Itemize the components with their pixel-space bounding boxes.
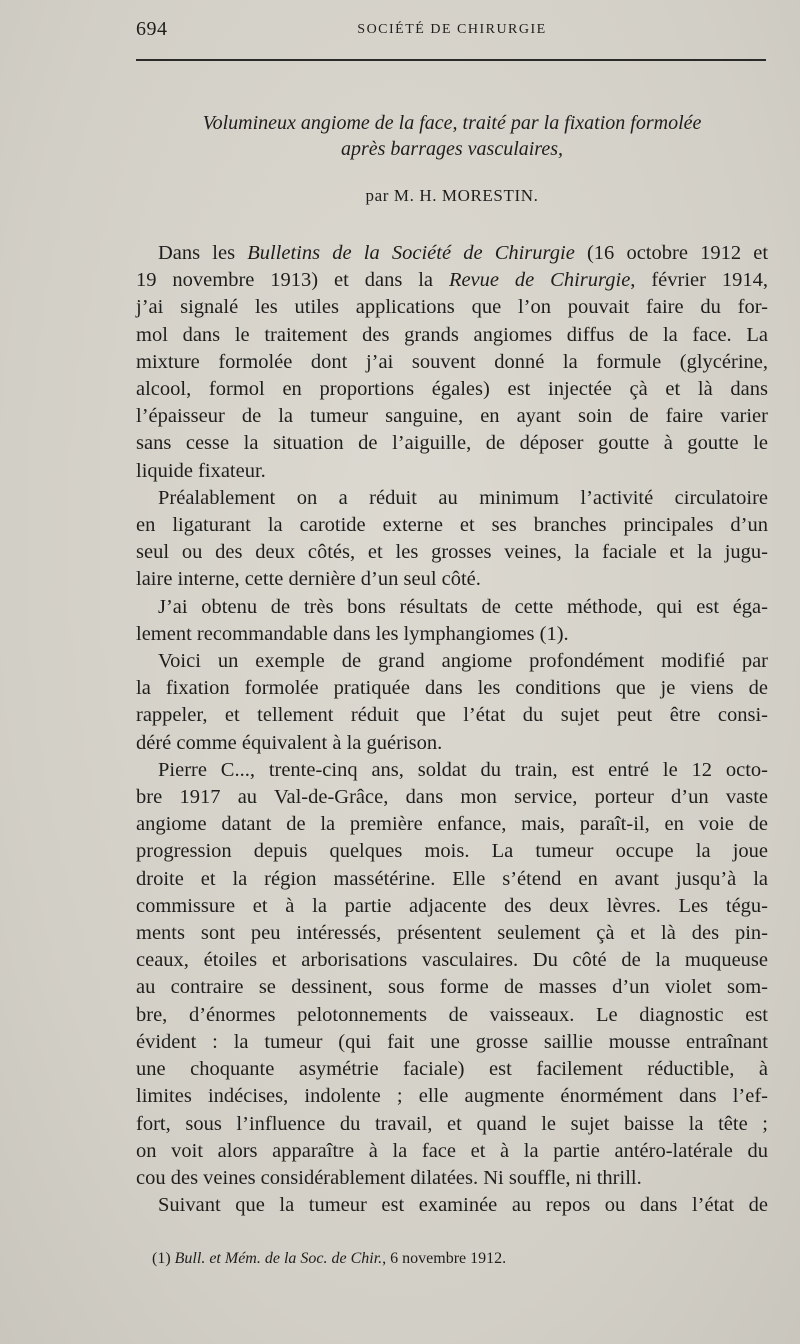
text-line: au contraire se dessinent, sous forme de masses d’un violet som- (136, 976, 768, 999)
footnote-source: Bull. et Mém. de la Soc. de Chir. (174, 1250, 383, 1267)
text-line: Dans les Bulletins de la Société de Chirurgie (16 octobre 1912 et (158, 242, 769, 264)
text-line: laire interne, cette dernière d’un seul côté. (136, 568, 481, 591)
text-line: ments sont peu intéressés, présentent seulement çà et là des pin- (136, 922, 768, 945)
text-line: sans cesse la situation de l’aiguille, de déposer goutte à goutte le (136, 432, 768, 455)
page-header (136, 18, 768, 48)
text-line: commissure et à la partie adjacente des deux lèvres. Les tégu- (136, 894, 768, 917)
text-line: mixture formolée dont j’ai souvent donné la formule (glycérine, (136, 350, 768, 373)
text-line: lement recommandable dans les lymphangiomes (1). (136, 622, 569, 645)
text-line: une choquante asymétrie faciale) est facilement réductible, à (136, 1058, 768, 1081)
footnote-text: , 6 novembre 1912. (382, 1250, 507, 1267)
text-line: 19 novembre 1913) et dans la Revue de Chirurgie, février 1914, (136, 269, 768, 292)
text-line: Préalablement on a réduit au minimum l’activité circulatoire (158, 486, 768, 509)
text-line: bre, d’énormes pelotonnements de vaisseaux. Le diagnostic est (136, 1003, 768, 1026)
header-rule (136, 59, 766, 61)
text-line: mol dans le traitement des grands angiomes diffus de la face. La (136, 323, 768, 346)
text-line: Pierre C..., trente-cinq ans, soldat du train, est entré le 12 octo- (158, 758, 768, 781)
text-line: angiome datant de la première enfance, mais, paraît-il, en voie de (136, 813, 768, 836)
text-line: rappeler, et tellement réduit que l’état du sujet peut être consi- (136, 704, 768, 727)
journal-title: Bulletins de la Société de Chirurgie (247, 242, 575, 264)
text-line: on voit alors apparaître à la face et à la partie antéro-latérale du (136, 1139, 768, 1162)
text-line: limites indécises, indolente ; elle augmente énormément dans l’ef- (136, 1085, 768, 1108)
text-line: Voici un exemple de grand angiome profondément modifié par (158, 650, 768, 673)
text-line: Suivant que la tumeur est examinée au repos ou dans l’état de (158, 1194, 768, 1217)
text-line: progression depuis quelques mois. La tumeur occupe la joue (136, 840, 768, 863)
running-head: SOCIÉTÉ DE CHIRURGIE (357, 22, 547, 37)
text-line: la fixation formolée pratiquée dans les conditions que je viens de (136, 677, 768, 700)
text-line: évident : la tumeur (qui fait une grosse saillie mousse entraînant (136, 1030, 768, 1053)
footnote-marker: (1) (152, 1250, 175, 1267)
article-body (136, 240, 768, 1219)
footnote (152, 1250, 752, 1268)
text-line: J’ai obtenu de très bons résultats de cette méthode, qui est éga- (158, 595, 768, 618)
text-line: cou des veines considérablement dilatées. Ni souffle, ni thrill. (136, 1166, 642, 1189)
text-line: en ligaturant la carotide externe et ses branches principales d’un (136, 514, 768, 537)
text-line: alcool, formol en proportions égales) est injectée çà et là dans (136, 378, 768, 401)
text-line: liquide fixateur. (136, 459, 266, 482)
title-line: après barrages vasculaires, (340, 138, 564, 160)
article-author: par M. H. MORESTIN. (365, 186, 539, 205)
text-line: bre 1917 au Val-de-Grâce, dans mon service, porteur d’un vaste (136, 786, 768, 809)
journal-title: Revue de Chirurgie (448, 269, 631, 292)
article-title (136, 110, 768, 162)
page-number: 694 (136, 18, 168, 40)
text-line: déré comme équivalent à la guérison. (136, 731, 443, 754)
text-line: droite et la région massétérine. Elle s’étend en avant jusqu’à la (136, 867, 768, 890)
text-line: j’ai signalé les utiles applications que l’on pouvait faire du for- (136, 296, 768, 319)
text-line: ceaux, étoiles et arborisations vasculaires. Du côté de la muqueuse (136, 949, 768, 972)
title-line: Volumineux angiome de la face, traité par la fixation formolée (202, 112, 702, 134)
text-line: seul ou des deux côtés, et les grosses veines, la faciale et la jugu- (136, 541, 768, 564)
text-line: fort, sous l’influence du travail, et quand le sujet baisse la tête ; (136, 1112, 768, 1135)
text-line: l’épaisseur de la tumeur sanguine, en ayant soin de faire varier (136, 405, 768, 428)
